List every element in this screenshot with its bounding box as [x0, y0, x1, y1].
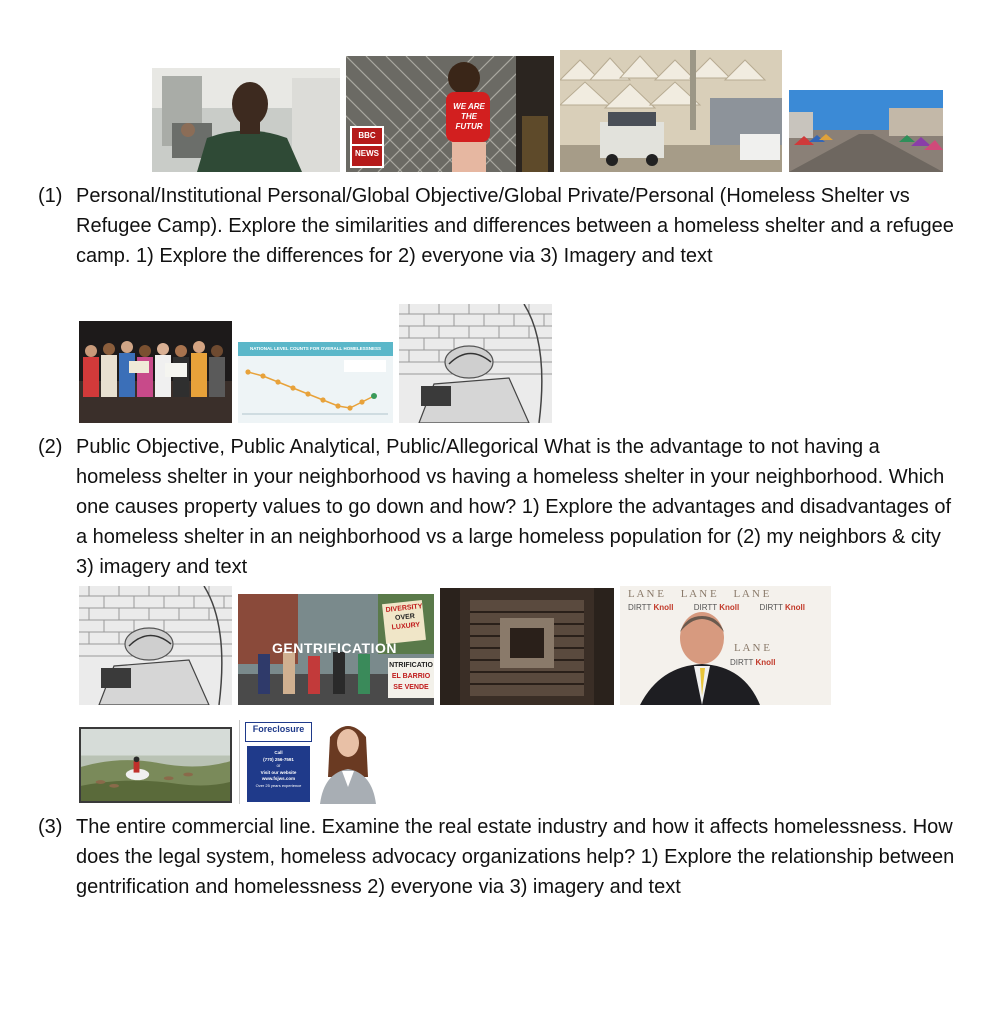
- painting-fox-hunt: [79, 727, 232, 803]
- dirtt-word: DIRTT: [628, 603, 652, 612]
- section-3: [38, 812, 963, 902]
- section-1-number: (1): [38, 185, 63, 207]
- lane-backdrop-row-1: [620, 588, 831, 600]
- foreclosure-body: [247, 746, 310, 802]
- foreclosure-phone: (770) 256-7591: [263, 756, 294, 762]
- knoll-word: Knoll: [755, 658, 776, 667]
- photo-shuttered-storefront: [440, 588, 614, 705]
- bbc-logo-bottom: NEWS: [355, 149, 379, 158]
- banner-line-3: SE VENDE: [393, 684, 429, 691]
- dirtt-word: DIRTT: [693, 603, 717, 612]
- bbc-logo: [350, 128, 384, 164]
- chart-title: NATIONAL LEVEL COUNTS FOR OVERALL HOMELESSNESS: [250, 346, 381, 351]
- dirtt-word: DIRTT: [759, 603, 783, 612]
- shirt-line-2: THE FUTUR: [455, 112, 483, 131]
- photo-gentrification-march: [238, 594, 434, 705]
- lane-word: L A N E: [733, 588, 770, 600]
- photo-street-tents: [789, 90, 943, 172]
- photo-refugee-camp: [560, 50, 782, 172]
- foreclosure-visit: Visit our website: [260, 769, 297, 775]
- knoll-word: Knoll: [784, 603, 805, 612]
- sign-text: [383, 602, 428, 633]
- foreclosure-header: [245, 722, 312, 742]
- dirtt-word: DIRTT: [730, 658, 754, 667]
- gentrification-label: GENTRIFICATION: [272, 640, 397, 656]
- section-3-number: (3): [38, 816, 63, 838]
- shirt-line-1: WE ARE: [453, 102, 485, 111]
- section-3-text: The entire commercial line. Examine the real estate industry and how it affects homelessness. How does the legal system, homeless advocacy organizations help? 1) Explore the relationship between gentrification and homelessness 2) everyone via 3) imagery and text: [76, 816, 955, 898]
- foreclosure-or: or: [276, 763, 281, 768]
- foreclosure-years: Over 25 years experience: [255, 782, 302, 788]
- foreclosure-url: www.fsjws.com: [261, 776, 296, 781]
- photo-man-office: [152, 68, 340, 172]
- banner-line-1: NTRIFICATIO: [389, 662, 433, 669]
- knoll-word: Knoll: [719, 603, 740, 612]
- knoll-word: Knoll: [653, 603, 674, 612]
- sign-line-3: LUXURY: [391, 621, 421, 632]
- section-1-text: Personal/Institutional Personal/Global Objective/Global Private/Personal (Homeless Shelter vs Refugee Camp). Explore the similarities and differences between a homeless shelter and a refugee camp. 1) Explore the differences for 2) everyone via 3) Imagery and text: [76, 185, 954, 267]
- vertical-divider: [239, 720, 240, 804]
- banner-line-2: EL BARRIO: [391, 673, 431, 680]
- photo-realtor-woman: [314, 717, 382, 804]
- foreclosure-sign: [243, 720, 314, 804]
- section-2: [38, 432, 963, 582]
- photo-executive-interview: [620, 586, 831, 705]
- foreclosure-call: Call: [274, 750, 283, 755]
- lane-backdrop-row-2: [720, 642, 770, 654]
- lane-word: L A N E: [734, 642, 770, 654]
- dirtt-knoll-row-2: [730, 658, 776, 667]
- chart-homelessness-counts: [238, 342, 393, 423]
- section-2-text: Public Objective, Public Analytical, Public/Allegorical What is the advantage to not having a homeless shelter in your neighborhood vs having a homeless shelter in your neighborhood. Which one causes property values to go down and how? 1) Explore the advantages and disadvantages of a homeless shelter in an neighborhood vs a large homeless population for (2) my neighbors & city 3) imagery and text: [76, 436, 952, 578]
- sign-line-1: DIVERSITY: [385, 603, 423, 614]
- banner-text: [388, 660, 434, 693]
- shirt-text: [448, 102, 490, 132]
- photo-protest-crowd: [79, 321, 232, 423]
- foreclosure-title: Foreclosure: [252, 724, 305, 734]
- sign-line-2: OVER: [394, 612, 416, 623]
- dirtt-knoll-row-1: [620, 603, 831, 612]
- section-1: [38, 181, 963, 271]
- section-2-number: (2): [38, 436, 63, 458]
- sketch-person-sleeping-1: [399, 304, 552, 423]
- lane-word: L A N E: [680, 588, 717, 600]
- bbc-logo-top: BBC: [358, 131, 376, 140]
- photo-child-fence-bbc: [346, 56, 554, 172]
- lane-word: L A N E: [628, 588, 664, 600]
- sketch-person-sleeping-2: [79, 586, 232, 705]
